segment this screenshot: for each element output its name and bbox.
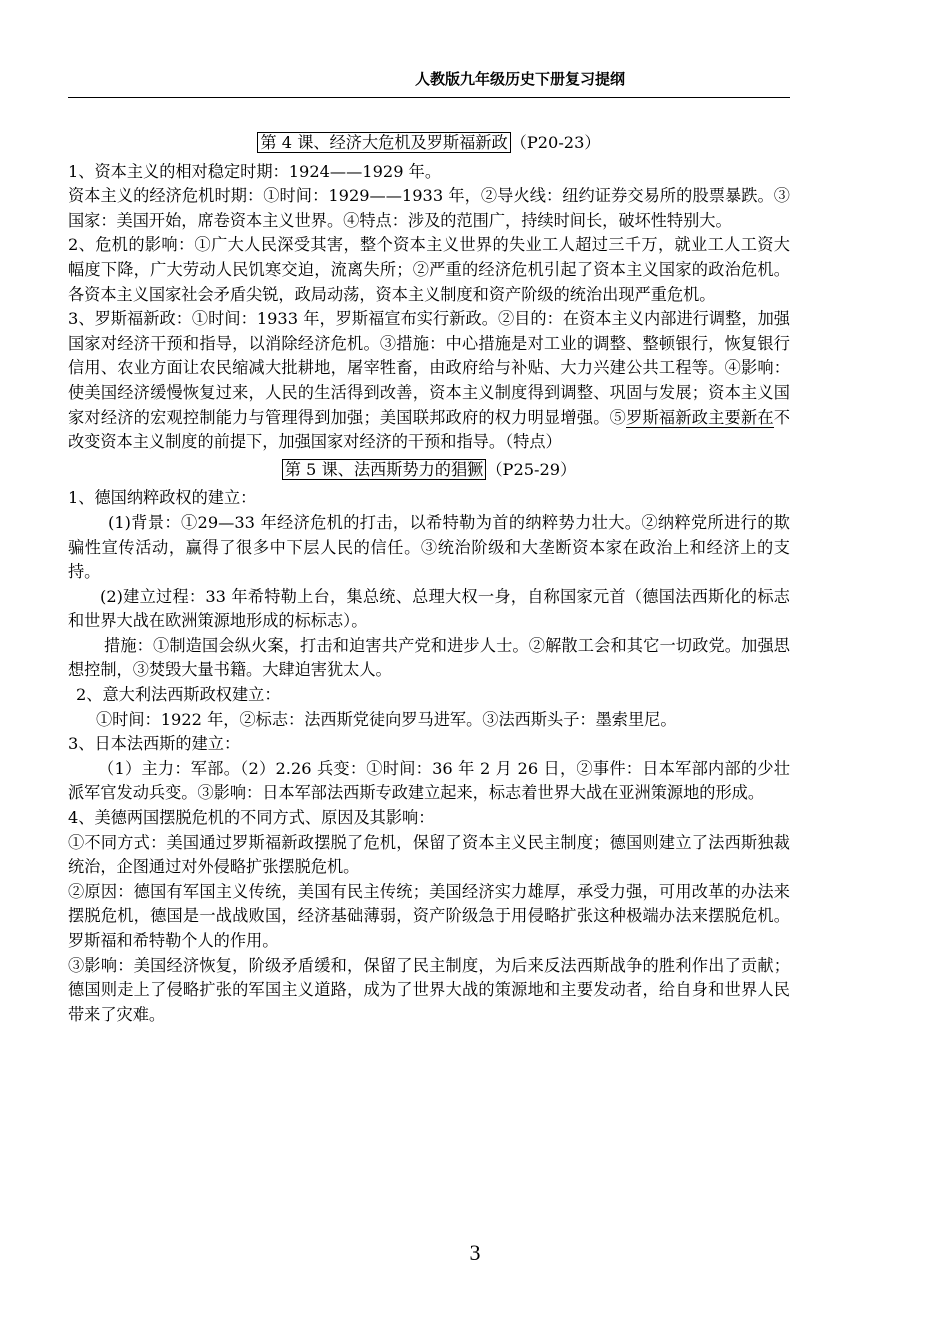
lesson5-para-1: 1、德国纳粹政权的建立：	[68, 488, 257, 508]
lesson4-para-3: 2、危机的影响：①广大人民深受其害，整个资本主义世界的失业工人超过三千万，就业工人工资大幅度下降，广大劳动人民饥寒交迫，流离失所；②严重的经济危机引起了资本主义国家的政治危机。各资本主义国家社会矛盾尖锐，政局动荡，资本主义制度和资产阶级的统治出现严重危机。	[68, 235, 790, 304]
lesson5-para-11: ②原因：德国有军国主义传统，美国有民主传统；美国经济实力雄厚，承受力强，可用改革的办法来摆脱危机，德国是一战战败国，经济基础薄弱，资产阶级急于用侵略扩张这种极端办法来摆脱危机。罗斯福和希特勒个人的作用。	[68, 881, 790, 950]
lesson5-heading	[68, 458, 790, 483]
lesson4-para-2: 资本主义的经济危机时期：①时间：1929——1933 年，②导火线：纽约证券交易所的股票暴跌。③国家：美国开始，席卷资本主义世界。④特点：涉及的范围广，持续时间长，破坏性特别大。	[68, 186, 790, 230]
lesson4-para-1: 1、资本主义的相对稳定时期：1924——1929 年。	[68, 161, 442, 181]
lesson5-para-7: 3、日本法西斯的建立：	[68, 734, 241, 754]
lesson5-para-12: ③影响：美国经济恢复，阶级矛盾缓和，保留了民主制度，为后来反法西斯战争的胜利作出了贡献；德国则走上了侵略扩张的军国主义道路，成为了世界大战的策源地和主要发动者，给自身和世界人民带来了灾难。	[68, 955, 790, 1024]
lesson5-para-6: ①时间：1922 年，②标志：法西斯党徒向罗马进军。③法西斯头子：墨索里尼。	[96, 709, 677, 729]
document-body	[68, 128, 790, 1027]
lesson5-para-9: 4、美德两国摆脱危机的不同方式、原因及其影响：	[68, 808, 435, 828]
page-number: 3	[469, 1240, 481, 1265]
lesson4-para-4b: 不改变资本主义制度的前提下，加强国家对经济的干预和指导。（特点）	[68, 407, 791, 452]
lesson5-para-3: (2)建立过程：33 年希特勒上台，集总统、总理大权一身，自称国家元首（德国法西斯化的标志和世界大战在欧洲策源地形成的标标志）。	[68, 586, 790, 631]
lesson5-para-2: (1)背景：①29—33 年经济危机的打击，以希特勒为首的纳粹势力壮大。②纳粹党所进行的欺骗性宣传活动，赢得了很多中下层人民的信任。③统治阶级和大垄断资本家在政治上和经济上的支持。	[68, 512, 790, 582]
lesson5-para-8: （1）主力：军部。（2）2.26 兵变：①时间：36 年 2 月 26 日，②事件：日本军部内部的少壮派军官发动兵变。③影响：日本军部法西斯专政建立起来，标志着世界大战在亚洲策源地的形成。	[68, 758, 790, 803]
lesson4-heading	[68, 131, 790, 156]
header-rule	[68, 97, 790, 98]
lesson5-pages: （P25-29）	[486, 459, 577, 479]
lesson5-para-10: ①不同方式：美国通过罗斯福新政摆脱了危机，保留了资本主义民主制度；德国则建立了法西斯独裁统治，企图通过对外侵略扩张摆脱危机。	[68, 832, 790, 877]
lesson4-para-4	[68, 307, 790, 455]
lesson5-title: 第 5 课、法西斯势力的猖獗	[282, 459, 487, 480]
lesson4-pages: （P20-23）	[510, 133, 601, 152]
lesson4-underlined-text: 罗斯福新政主要新在	[626, 407, 774, 427]
page-header: 人教版九年级历史下册复习提纲	[414, 70, 625, 88]
lesson4-para-4a: 3、罗斯福新政：①时间：1933 年，罗斯福宣布实行新政。②目的：在资本主义内部进行调整，加强国家对经济干预和指导，以消除经济危机。③措施：中心措施是对工业的调整、整顿银行，恢复银行信用、农业方面让农民缩减大批耕地，屠宰牲畜，由政府给与补贴、大力兴建公共工程等。④影响：使美国经济缓慢恢复过来，人民的生活得到改善，资本主义制度得到调整、巩固与发展；资本主义国家对经济的宏观控制能力与管理得到加强；美国联邦政府的权力明显增强。⑤	[68, 309, 790, 427]
lesson5-para-4: 措施：①制造国会纵火案，打击和迫害共产党和进步人士。②解散工会和其它一切政党。加强思想控制，③焚毁大量书籍。大肆迫害犹太人。	[68, 635, 790, 680]
lesson5-para-5: 2、意大利法西斯政权建立：	[76, 685, 281, 705]
lesson4-title: 第 4 课、经济大危机及罗斯福新政	[257, 132, 510, 153]
